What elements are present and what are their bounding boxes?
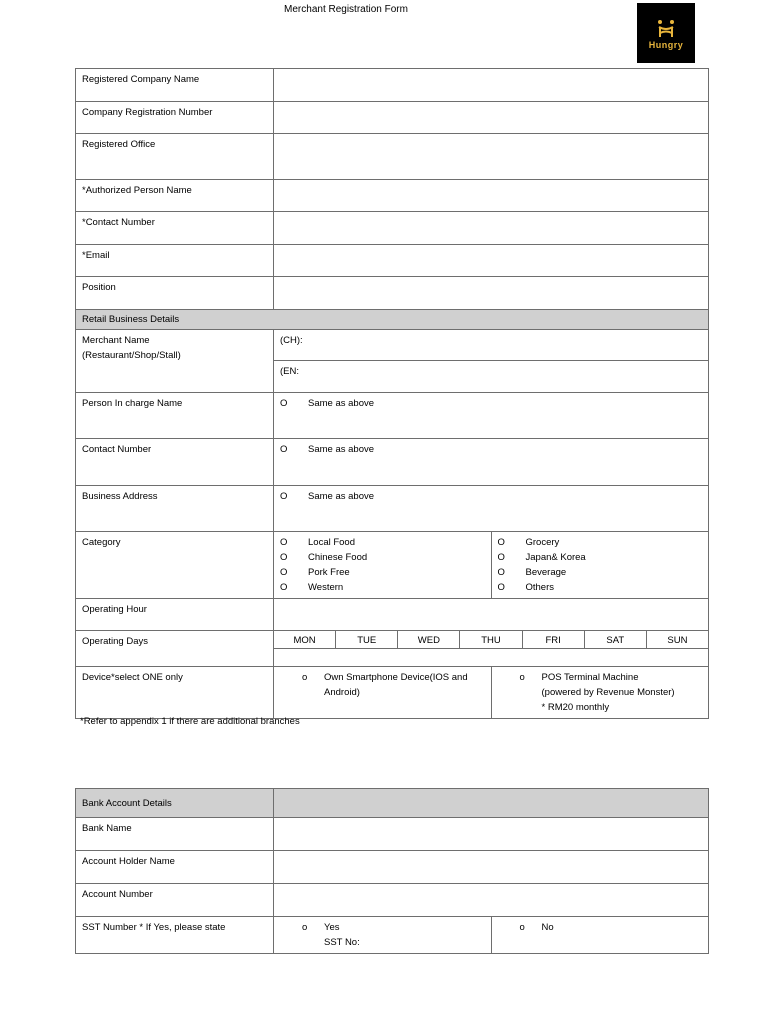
label-company-name: Registered Company Name [76,69,274,102]
device-smartphone-line2: Android) [324,687,360,698]
label-device: Device*select ONE only [76,667,274,719]
section-retail [76,310,709,330]
day-thu-label: THU [460,631,521,649]
label-company-reg: Company Registration Number [76,102,274,134]
device-smartphone-line1: Own Smartphone Device(IOS and [324,672,468,683]
radio-icon[interactable]: O [497,537,505,548]
hungry-logo-icon [655,17,677,39]
radio-icon[interactable]: O [280,444,288,455]
radio-icon[interactable]: O [280,398,288,409]
category-grocery: Grocery [525,537,560,548]
sst-options [274,917,709,954]
device-options [274,667,709,719]
category-chinese-food: Chinese Food [308,552,368,563]
device-pos-line1: POS Terminal Machine [541,672,639,683]
label-category: Category [76,532,274,599]
radio-icon[interactable]: O [280,537,288,548]
day-fri-label: FRI [523,631,584,649]
row-merchant-ch [76,330,709,361]
same-as-above-text: Same as above [308,491,375,502]
category-pork-free: Pork Free [308,567,350,578]
ch-label: (CH): [280,335,303,346]
merchant-table [75,68,709,719]
sst-yes-label: Yes [324,922,340,933]
day-fri[interactable] [523,631,585,649]
label-merchant-name-line1: Merchant Name [82,335,150,346]
label-office: Registered Office [76,134,274,180]
label-account-number: Account Number [76,884,274,917]
label-sst: SST Number * If Yes, please state [76,917,274,954]
day-tue[interactable] [336,631,398,649]
day-wed-label: WED [398,631,459,649]
label-business-address: Business Address [76,486,274,532]
input-merchant-ch[interactable] [274,330,709,361]
day-thu[interactable] [460,631,522,649]
form-title: Merchant Registration Form [284,4,408,15]
label-person-in-charge: Person In charge Name [76,393,274,439]
option-address-same[interactable] [274,486,709,532]
row-position [76,277,709,310]
section-bank-title: Bank Account Details [76,789,274,818]
category-beverage: Beverage [525,567,567,578]
radio-icon[interactable]: O [280,491,288,502]
label-contact: *Contact Number [76,212,274,245]
row-operating-days [76,631,709,667]
device-option-pos[interactable] [492,667,709,718]
input-company-name[interactable] [274,69,709,102]
appendix-note: *Refer to appendix 1 if there are additional branches [80,716,300,727]
row-business-address [76,486,709,532]
day-mon[interactable] [274,631,336,649]
row-business-contact [76,439,709,486]
radio-icon[interactable]: o [519,922,525,933]
sst-option-yes[interactable] [274,917,492,953]
sst-number-label: SST No: [324,937,360,948]
radio-icon[interactable]: O [497,552,505,563]
category-japan-korea: Japan& Korea [525,552,586,563]
label-position: Position [76,277,274,310]
category-option[interactable] [280,550,485,565]
day-tue-label: TUE [336,631,397,649]
input-email[interactable] [274,245,709,277]
label-business-contact: Contact Number [76,439,274,486]
input-office[interactable] [274,134,709,180]
option-person-same[interactable] [274,393,709,439]
same-as-above-text: Same as above [308,398,375,409]
radio-icon[interactable]: o [519,672,525,683]
category-western: Western [308,582,344,593]
category-option[interactable] [280,565,485,580]
device-option-smartphone[interactable] [274,667,492,718]
row-sst [76,917,709,954]
day-wed[interactable] [398,631,460,649]
radio-icon[interactable]: O [280,567,288,578]
sst-option-no[interactable] [492,917,709,953]
radio-icon[interactable]: O [280,552,288,563]
option-contact-same[interactable] [274,439,709,486]
input-operating-hour[interactable] [274,599,709,631]
category-option[interactable] [498,565,703,580]
section-retail-title: Retail Business Details [76,310,709,330]
input-position[interactable] [274,277,709,310]
label-merchant-name [76,330,274,393]
label-merchant-name-line2: (Restaurant/Shop/Stall) [82,350,181,361]
day-sat[interactable] [585,631,647,649]
row-company-reg [76,102,709,134]
input-auth-person[interactable] [274,180,709,212]
category-option[interactable] [498,550,703,565]
section-bank-blank [274,789,709,818]
row-email [76,245,709,277]
input-account-holder[interactable] [274,851,709,884]
input-company-reg[interactable] [274,102,709,134]
category-option[interactable] [498,580,703,595]
category-left-column [274,532,492,598]
input-account-number[interactable] [274,884,709,917]
radio-icon[interactable]: O [497,567,505,578]
hungry-logo [637,3,695,63]
category-local-food: Local Food [308,537,356,548]
sst-no-label: No [541,922,554,933]
label-auth-person: *Authorized Person Name [76,180,274,212]
radio-icon[interactable]: O [497,582,505,593]
row-office [76,134,709,180]
input-contact[interactable] [274,212,709,245]
logo-text: Hungry [648,39,684,50]
radio-icon[interactable]: o [302,922,308,933]
en-label: (EN: [280,366,299,377]
label-operating-hour: Operating Hour [76,599,274,631]
device-pos-line2: (powered by Revenue Monster) [541,687,675,698]
day-mon-label: MON [274,631,335,649]
category-others: Others [525,582,555,593]
row-operating-hour [76,599,709,631]
label-email: *Email [76,245,274,277]
day-sun[interactable] [647,631,708,649]
category-right-column [492,532,709,598]
row-person-in-charge [76,393,709,439]
bank-table [75,788,709,954]
label-account-holder: Account Holder Name [76,851,274,884]
row-device [76,667,709,719]
category-option[interactable] [280,580,485,595]
category-option[interactable] [498,535,703,550]
same-as-above-text: Same as above [308,444,375,455]
category-options [274,532,709,599]
label-operating-days: Operating Days [76,631,274,667]
label-bank-name: Bank Name [76,818,274,851]
section-bank [76,789,709,818]
radio-icon[interactable]: O [280,582,288,593]
radio-icon[interactable]: o [302,672,308,683]
device-pos-line3: * RM20 monthly [541,702,610,713]
row-category [76,532,709,599]
input-merchant-en[interactable] [274,361,709,393]
day-sat-label: SAT [585,631,646,649]
row-account-number [76,884,709,917]
row-contact [76,212,709,245]
row-auth-person [76,180,709,212]
row-account-holder [76,851,709,884]
row-bank-name [76,818,709,851]
operating-days-grid [274,631,709,667]
row-company-name [76,69,709,102]
day-sun-label: SUN [647,631,708,649]
input-bank-name[interactable] [274,818,709,851]
category-option[interactable] [280,535,485,550]
